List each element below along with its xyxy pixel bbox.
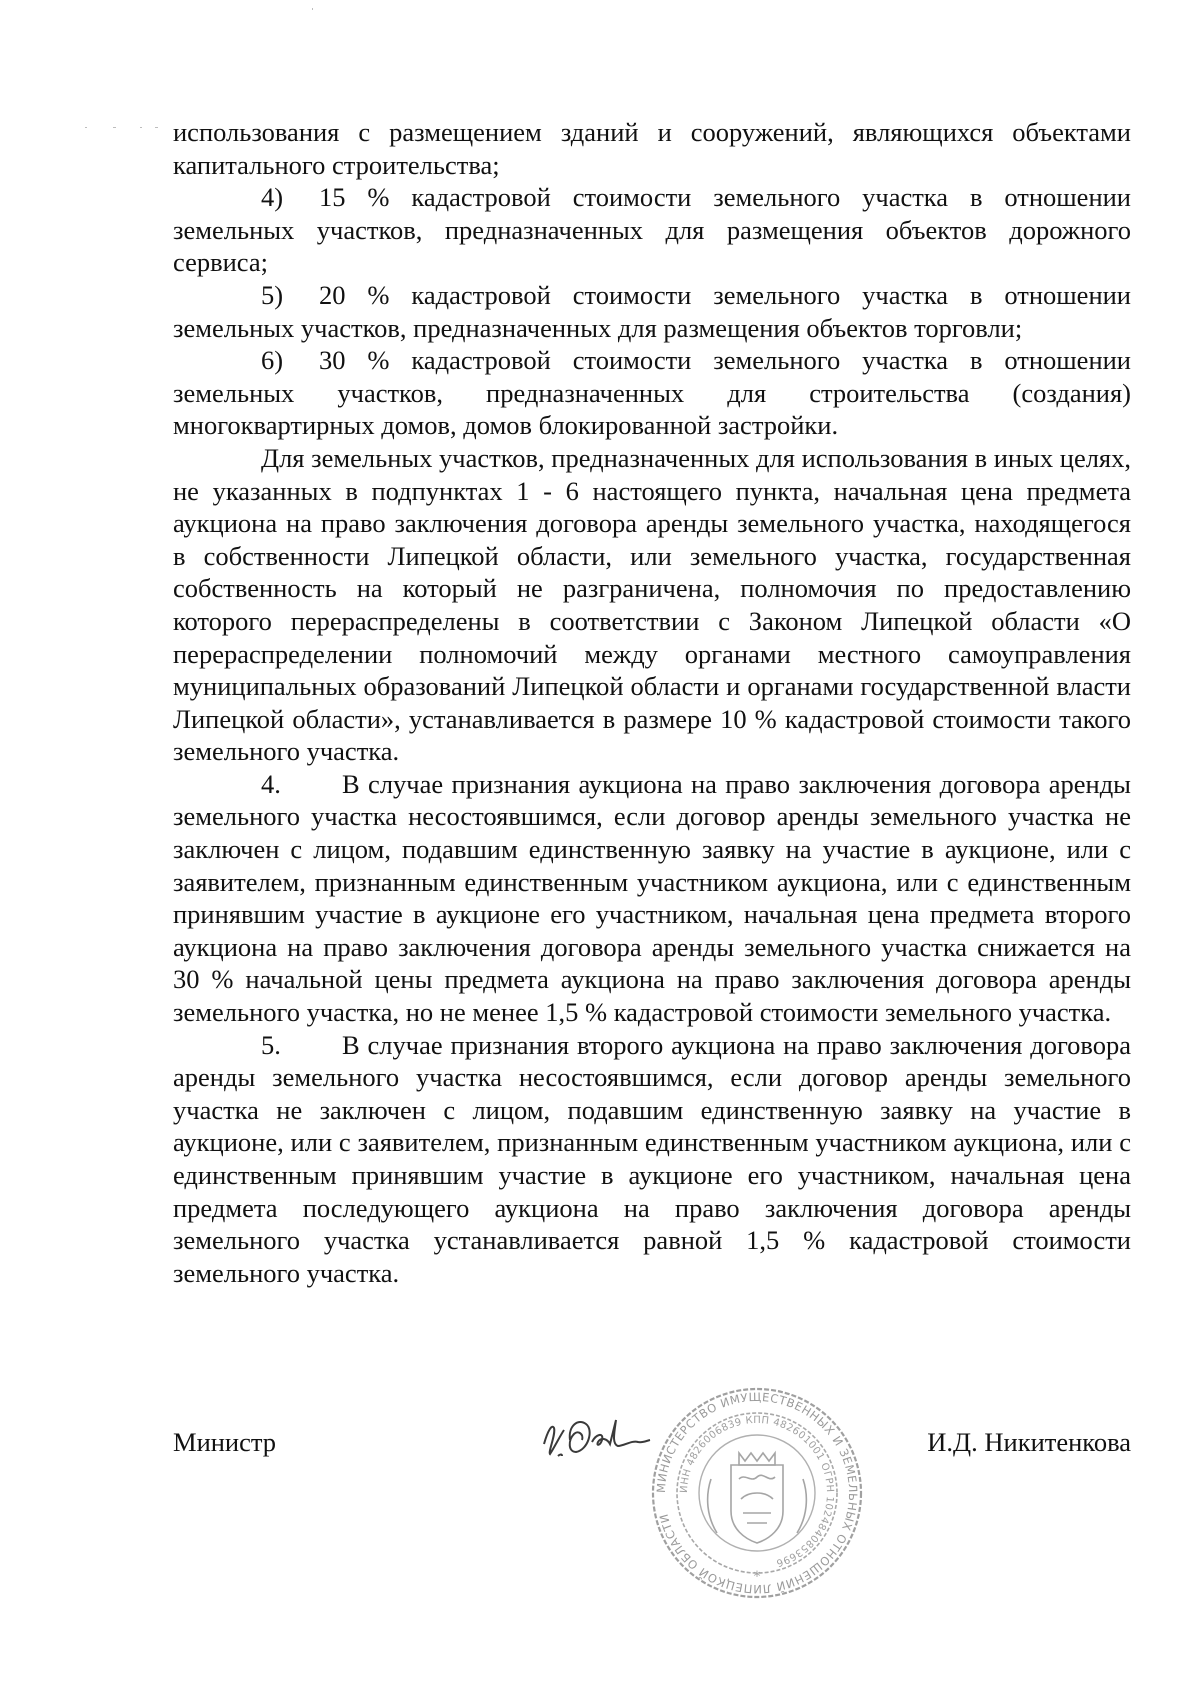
section-text: В случае признания аукциона на право заключения договора аренды земельного участка несостоявшимся, если договор аренды земельного участка не заключен с лицом, подавшим единственную заявку на участие в аукционе, или с заявителем, признанным единственным участником аукциона, или с единственным принявшим участие в аукционе его участником, начальная цена предмета второго аукциона на право заключения договора аренды земельного участка снижается на 30 % начальной цены предмета аукциона на право заключения договора аренды земельного участка, но не менее 1,5 % кадастровой стоимости земельного участка. bbox=[173, 768, 1131, 1028]
signatory-title: Министр bbox=[173, 1427, 277, 1457]
section-5 bbox=[173, 1029, 1131, 1290]
seal-inner-text: ИНН 4826006839 КПП 482601001 ОГРН 1024840853696 bbox=[678, 1414, 836, 1569]
scan-artifact bbox=[140, 127, 142, 128]
item-text: 15 % кадастровой стоимости земельного участка в отношении земельных участков, предназначенных для размещения объектов дорожного сервиса; bbox=[173, 182, 1131, 278]
list-item-5 bbox=[173, 279, 1131, 344]
seal-outer-text: МИНИСТЕРСТВО ИМУЩЕСТВЕННЫХ И ЗЕМЕЛЬНЫХ ОТНОШЕНИЙ ЛИПЕЦКОЙ ОБЛАСТИ bbox=[653, 1389, 861, 1597]
coat-of-arms-emblem bbox=[708, 1453, 807, 1543]
official-seal bbox=[647, 1383, 867, 1603]
section-text: В случае признания второго аукциона на право заключения договора аренды земельного участка несостоявшимся, если договор аренды земельного участка не заключен с лицом, подавшим единственную заявку на участие в аукционе, или с заявителем, признанным единственным участником аукциона, или с единственным принявшим участие в аукционе его участником, начальная цена предмета последующего аукциона на право заключения договора аренды земельного участка устанавливается равной 1,5 % кадастровой стоимости земельного участка. bbox=[173, 1029, 1131, 1288]
item-text: 30 % кадастровой стоимости земельного участка в отношении земельных участков, предназначенных для строительства (создания) многоквартирных домов, домов блокированной застройки. bbox=[173, 345, 1131, 441]
section-number: 4. bbox=[261, 768, 281, 799]
section-4 bbox=[173, 768, 1131, 1029]
item-number: 4) bbox=[261, 182, 284, 213]
scan-artifact bbox=[155, 127, 158, 128]
handwritten-signature bbox=[538, 1400, 658, 1470]
scan-artifact bbox=[85, 127, 87, 128]
scan-artifact bbox=[312, 8, 313, 10]
signatory-name: И.Д. Никитенкова bbox=[927, 1427, 1131, 1457]
item-number: 6) bbox=[261, 345, 284, 376]
item-number: 5) bbox=[261, 279, 284, 310]
list-item-4 bbox=[173, 181, 1131, 279]
section-number: 5. bbox=[261, 1029, 281, 1060]
paragraph-other-purposes: Для земельных участков, предназначенных для использования в иных целях, не указанных в подпунктах 1 - 6 настоящего пункта, начальная цена предмета аукциона на право заключения договора аренды земельного участка, находящегося в собственности Липецкой области, или земельного участка, государственная собственность на который не разграничена, полномочия по предоставлению которого перераспределены в соответствии с Законом Липецкой области «О перераспределении полномочий между органами местного самоуправления муниципальных образований Липецкой области и органами государственной власти Липецкой области», устанавливается в размере 10 % кадастровой стоимости такого земельного участка. bbox=[173, 442, 1131, 767]
scan-artifact bbox=[113, 127, 116, 128]
item-text: 20 % кадастровой стоимости земельного участка в отношении земельных участков, предназначенных для размещения объектов торговли; bbox=[173, 279, 1131, 343]
document-body bbox=[173, 116, 1131, 1289]
seal-star-icon: * bbox=[753, 1569, 761, 1585]
paragraph-continuation: использования с размещением зданий и сооружений, являющихся объектами капитального строительства; bbox=[173, 117, 1131, 180]
list-item-6 bbox=[173, 344, 1131, 442]
